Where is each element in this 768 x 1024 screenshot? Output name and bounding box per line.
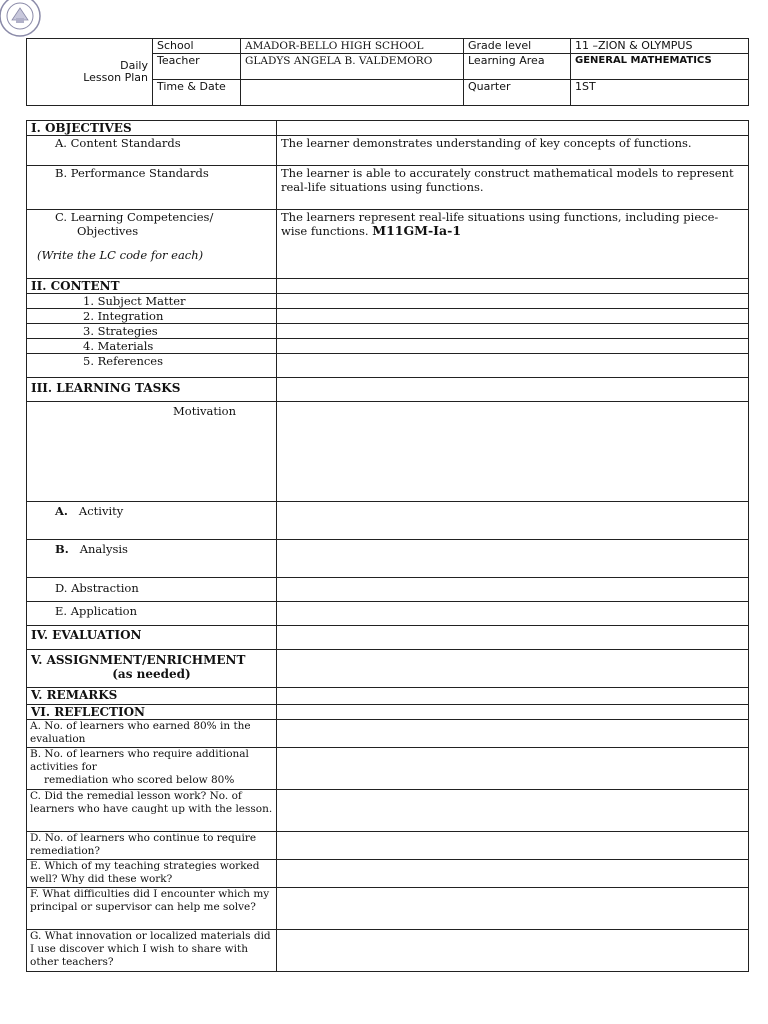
time-date-value — [241, 80, 464, 106]
reflection-item-e: E. Which of my teaching strategies worked well? Why did these work? — [27, 860, 277, 888]
grade-level-value: 11 –ZION & OLYMPUS — [571, 39, 749, 54]
evaluation-cell — [277, 626, 749, 650]
objectives-heading: I. OBJECTIVES — [27, 121, 277, 136]
reflection-answer-b — [277, 748, 749, 790]
reflection-answer-a — [277, 720, 749, 748]
reflection-heading-cell — [277, 705, 749, 720]
content-standards-text: The learner demonstrates understanding of key concepts of functions. — [277, 136, 749, 166]
evaluation-heading: IV. EVALUATION — [27, 626, 277, 650]
content-item-strategies: 3. Strategies — [27, 324, 277, 339]
motivation-label: Motivation — [27, 402, 277, 502]
time-date-label: Time & Date — [153, 80, 241, 106]
header-table — [26, 38, 749, 106]
lc-code: M11GM-Ia-1 — [372, 223, 462, 238]
assignment-title: V. ASSIGNMENT/ENRICHMENT — [31, 653, 246, 667]
reflection-answer-f — [277, 888, 749, 930]
integration-cell — [277, 309, 749, 324]
objectives-heading-cell — [277, 121, 749, 136]
performance-standards-label: B. Performance Standards — [27, 166, 277, 210]
quarter-label: Quarter — [464, 80, 571, 106]
learning-competencies-label-line2: Objectives — [77, 224, 139, 238]
reflection-answer-g — [277, 930, 749, 972]
activity-cell — [277, 502, 749, 540]
remarks-cell — [277, 688, 749, 705]
lesson-plan-table — [26, 120, 749, 972]
content-item-integration: 2. Integration — [27, 309, 277, 324]
content-standards-label: A. Content Standards — [27, 136, 277, 166]
reflection-item-c: C. Did the remedial lesson work? No. of learners who have caught up with the lesson. — [27, 790, 277, 832]
subject-matter-cell — [277, 294, 749, 309]
content-item-subject-matter: 1. Subject Matter — [27, 294, 277, 309]
reflection-item-b — [27, 748, 277, 790]
reflection-item-b-line1: B. No. of learners who require additional activities for — [30, 748, 249, 773]
reflection-answer-d — [277, 832, 749, 860]
reflection-item-f: F. What difficulties did I encounter which my principal or supervisor can help me solve? — [27, 888, 277, 930]
references-cell — [277, 354, 749, 378]
learning-competencies-text — [277, 210, 749, 279]
teacher-label: Teacher — [153, 54, 241, 80]
content-item-references: 5. References — [27, 354, 277, 378]
assignment-sub: (as needed) — [112, 667, 191, 681]
doc-title-line1: Daily — [120, 59, 148, 72]
analysis-text: Analysis — [79, 542, 128, 556]
analysis-label — [27, 540, 277, 578]
reflection-answer-c — [277, 790, 749, 832]
strategies-cell — [277, 324, 749, 339]
content-item-materials: 4. Materials — [27, 339, 277, 354]
abstraction-label: D. Abstraction — [27, 578, 277, 602]
learning-competencies-description: The learners represent real-life situations using functions, including piece-wise functions. — [281, 210, 719, 238]
school-value: AMADOR-BELLO HIGH SCHOOL — [241, 39, 464, 54]
materials-cell — [277, 339, 749, 354]
analysis-cell — [277, 540, 749, 578]
learning-tasks-heading: III. LEARNING TASKS — [27, 378, 277, 402]
lc-code-note: (Write the LC code for each) — [37, 248, 204, 262]
assignment-heading — [27, 650, 277, 688]
assignment-cell — [277, 650, 749, 688]
performance-standards-text: The learner is able to accurately construct mathematical models to represent real-life situations using functions. — [277, 166, 749, 210]
doc-title-line2: Lesson Plan — [83, 71, 148, 84]
learning-competencies-label — [27, 210, 277, 279]
reflection-heading: VI. REFLECTION — [27, 705, 277, 720]
application-cell — [277, 602, 749, 626]
content-heading-cell — [277, 279, 749, 294]
learning-tasks-heading-cell — [277, 378, 749, 402]
reflection-item-d: D. No. of learners who continue to require remediation? — [27, 832, 277, 860]
activity-letter: A. — [55, 504, 68, 518]
quarter-value: 1ST — [571, 80, 749, 106]
reflection-item-g: G. What innovation or localized materials did I use discover which I wish to share with other teachers? — [27, 930, 277, 972]
activity-label — [27, 502, 277, 540]
application-label: E. Application — [27, 602, 277, 626]
learning-competencies-label-line1: C. Learning Competencies/ — [55, 210, 214, 224]
content-heading: II. CONTENT — [27, 279, 277, 294]
motivation-cell — [277, 402, 749, 502]
learning-area-value: GENERAL MATHEMATICS — [571, 54, 749, 80]
doc-title — [27, 39, 153, 106]
teacher-value: GLADYS ANGELA B. VALDEMORO — [241, 54, 464, 80]
abstraction-cell — [277, 578, 749, 602]
learning-area-label: Learning Area — [464, 54, 571, 80]
grade-level-label: Grade level — [464, 39, 571, 54]
school-label: School — [153, 39, 241, 54]
remarks-heading: V. REMARKS — [27, 688, 277, 705]
reflection-answer-e — [277, 860, 749, 888]
reflection-item-a: A. No. of learners who earned 80% in the evaluation — [27, 720, 277, 748]
deped-seal-logo — [0, 0, 42, 38]
reflection-item-b-line2: remediation who scored below 80% — [44, 774, 235, 786]
analysis-letter: B. — [55, 542, 69, 556]
activity-text: Activity — [78, 504, 124, 518]
